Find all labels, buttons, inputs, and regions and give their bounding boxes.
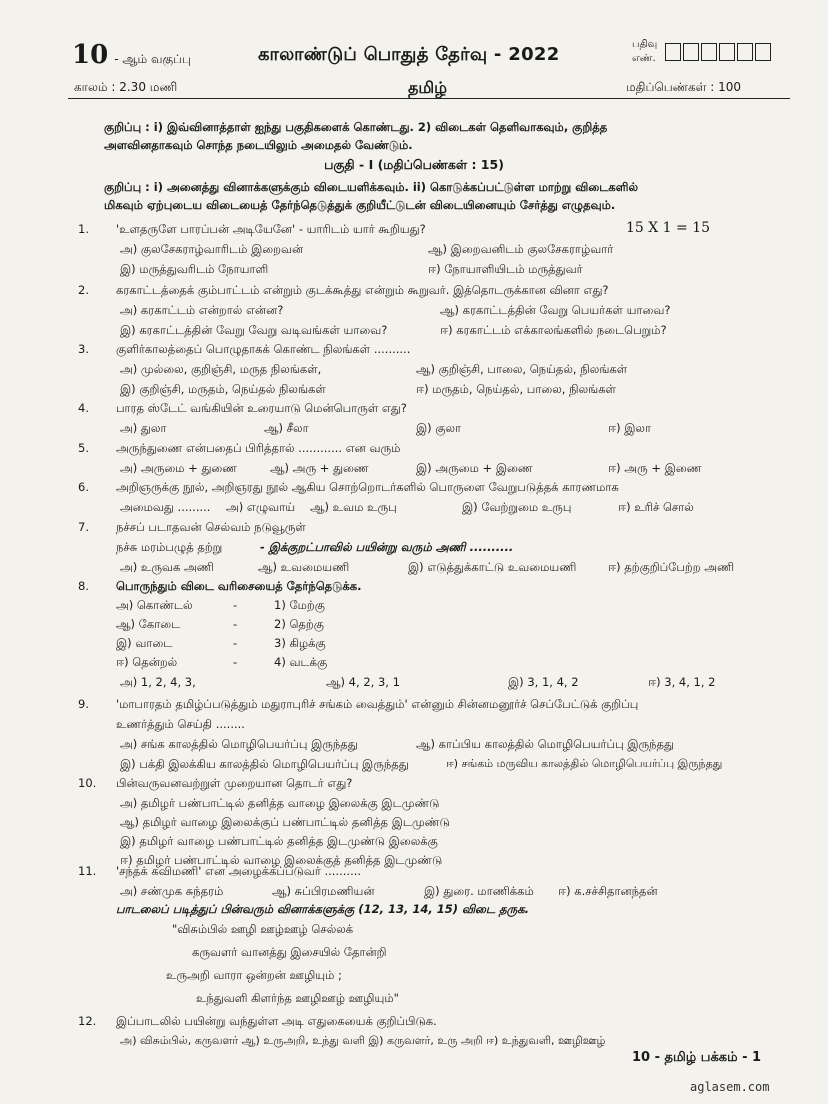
reg-label <box>632 38 657 66</box>
grade-label: - ஆம் வகுப்பு <box>114 52 191 66</box>
reg-label-2: எண். <box>632 53 656 64</box>
exam-page: 10 - ஆம் வகுப்பு காலாண்டுப் பொதுத் தேர்வு - 2022 தமிழ் காலம் : 2.30 மணி மதிப்பெண்கள் : 100 பதிவு எண். குறிப்பு : i) இவ்வினாத்தாள் ஐந்து பகுதிகளைக் கொண்டது. 2) விடைகள் தெளிவாகவும், குறித்த அளவினதாகவும் சொந்த நடையிலும் அமைதல் வேண்டும். பகுதி - I (மதிப்பெண்கள் : 15) குறிப்பு : i) அனைத்து வினாக்களுக்கும் விடையளிக்கவும். ii) கொடுக்கப்பட்டுள்ள மாற்று விடைகளில் மிகவும் ஏற்புடைய விடையைத் தேர்ந்தெடுத்துக் குறியீட்டுடன் விடையினையும் சேர்த்து எழுதவும். 15 X 1 = 15 1. 'உளதருளே பாரப்பன் அடியேனே' - யாரிடம் யார் கூறியது? அ) குலசேகராழ்வாரிடம் இறைவன் ஆ) இறைவனிடம் குலசேகராழ்வார் இ) மருத்துவரிடம் நோயாளி ஈ) நோயாளியிடம் மருத்துவர் 2. கரகாட்டத்தைக் கும்பாட்டம் என்றும் குடக்கூத்து என்றும் கூறுவர். இத்தொடருக்கான வினா எது? அ) கரகாட்டம் என்றால் என்ன? ஆ) கரகாட்டத்தின் வேறு பெயர்கள் யாவை? இ) கரகாட்டத்தின் வேறு வேறு வடிவங்கள் யாவை? ஈ) கரகாட்டம் எக்காலங்களில் நடைபெறும்? 3. குளிர்காலத்தைப் பொழுதாகக் கொண்ட நிலங்கள் .......... அ) முல்லை, குறிஞ்சி, மருத நிலங்கள், ஆ) குறிஞ்சி, பாலை, நெய்தல், நிலங்கள் இ) குறிஞ்சி, மருதம், நெய்தல் நிலங்கள் ஈ) மருதம், நெய்தல், பாலை, நிலங்கள் 4. பாரத ஸ்டேட் வங்கியின் உரையாடு மென்பொருள் எது? அ) துலா ஆ) சீலா இ) குலா ஈ) இலா 5. அருந்துணை என்பதைப் பிரித்தால் ............ என வரும் அ) அருமை + துணை ஆ) அரு + துணை இ) அருமை + இணை ஈ) அரு + இணை 6. அறிஞருக்கு நூல், அறிஞரது நூல் ஆகிய சொற்றொடர்களில் பொருளை வேறுபடுத்தக் காரணமாக அமைவது ......... அ) எழுவாய் ஆ) உவம உருபு இ) வேற்றுமை உருபு ஈ) உரிச் சொல் 7. நச்சப் படாதவன் செல்வம் நடுவூருள் நச்சு மரம்பழுத் தற்று - இக்குறட்பாவில் பயின்று வரும் அணி .......... அ) உருவக அணி ஆ) உவமையணி இ) எடுத்துக்காட்டு உவமையணி ஈ) தற்குறிப்பேற்ற அணி 8. பொருந்தும் விடை வரிசையைத் தேர்ந்தெடுக்க. அ) கொண்டல் - 1) மேற்கு ஆ) கோடை - 2) தெற்கு இ) வாடை - 3) கிழக்கு ஈ) தென்றல் - 4) வடக்கு அ) 1, 2, 4, 3, ஆ) 4, 2, 3, 1 இ) 3, 1, 4, 2 ஈ) 3, 4, 1, 2 9. 'மாபாரதம் தமிழ்ப்படுத்தும் மதுராபுரிச் சங்கம் வைத்தும்' என்னும் சின்னமனூர்ச் செப்பேட்டுக் குறிப்பு உணர்த்தும் செய்தி ........ அ) சங்க காலத்தில் மொழிபெயர்ப்பு இருந்தது ஆ) காப்பிய காலத்தில் மொழிபெயர்ப்பு இருந்தது இ) பக்தி இலக்கிய காலத்தில் மொழிபெயர்ப்பு இருந்தது ஈ) சங்கம் மருவிய காலத்தில் மொழிபெயர்ப்பு இருந்தது 10. பின்வருவனவற்றுள் முறையான தொடர் எது? அ) தமிழர் பண்பாட்டில் தனித்த வாழை இலைக்கு இடமுண்டு ஆ) தமிழர் வாழை இலைக்குப் பண்பாட்டில் தனித்த இடமுண்டு இ) தமிழர் வாழை பண்பாட்டில் தனித்த இடமுண்டு இலைக்கு ஈ) தமிழர் பண்பாட்டில் வாழை இலைக்குத் தனித்த இடமுண்டு 11. 'சந்தக் கவிமணி' என அழைக்கப்படுவர் .......... அ) சண்முக சுந்தரம் ஆ) சுப்பிரமணியன் இ) துரை. மாணிக்கம் ஈ) க.சச்சிதானந்தன் பாடலைப் படித்துப் பின்வரும் வினாக்களுக்கு (12, 13, 14, 15) விடை தருக. "விசும்பில் ஊழி ஊழ்ஊழ் செல்லக் கருவளர் வானத்து இசையில் தோன்றி உருஅறி வாரா ஒன்றன் ஊழியும் ; உந்துவளி கிளர்ந்த ஊழிஊழ் ஊழியும்" 12. இப்பாடலில் பயின்று வந்துள்ள அடி எதுகையைக் குறிப்பிடுக. அ) விசும்பில், கருவளர் ஆ) உருஅறி, உந்து வளி இ) கருவளர், உரு அறி ஈ) உந்துவளி, ஊழிஊழ் 10 - தமிழ் பக்கம் - 1 aglasem.com <box>0 0 828 1104</box>
reg-number-boxes <box>665 43 773 61</box>
grade-number: 10 <box>72 40 109 70</box>
exam-time: காலம் : 2.30 மணி <box>74 80 178 94</box>
passage-intro: பாடலைப் படித்துப் பின்வரும் வினாக்களுக்கு (12, 13, 14, 15) விடை தருக. <box>116 902 529 916</box>
subject: தமிழ் <box>408 78 448 97</box>
page-footer: 10 - தமிழ் பக்கம் - 1 <box>632 1050 762 1065</box>
grade <box>72 40 191 70</box>
poem-line-4: உந்துவளி கிளர்ந்த ஊழிஊழ் ஊழியும்" <box>196 991 399 1005</box>
bottom-watermark: aglasem.com <box>690 1080 770 1094</box>
reg-label-1: பதிவு <box>632 39 658 50</box>
poem-line-1: "விசும்பில் ஊழி ஊழ்ஊழ் செல்லக் <box>172 922 354 936</box>
score-note: 15 X 1 = 15 <box>626 220 711 236</box>
poem-line-3: உருஅறி வாரா ஒன்றன் ஊழியும் ; <box>166 968 342 982</box>
poem-line-2: கருவளர் வானத்து இசையில் தோன்றி <box>192 945 387 959</box>
exam-marks: மதிப்பெண்கள் : 100 <box>626 80 742 94</box>
note-2: குறிப்பு : i) அனைத்து வினாக்களுக்கும் விடையளிக்கவும். ii) கொடுக்கப்பட்டுள்ள மாற்று விடைகளில் மிகவும் ஏற்புடைய விடையைத் தேர்ந்தெடுத்துக் குறியீட்டுடன் விடையினையும் சேர்த்து எழுதவும். <box>104 180 639 212</box>
exam-title: காலாண்டுப் பொதுத் தேர்வு - 2022 <box>258 44 560 65</box>
header-rule <box>68 98 790 99</box>
part-1-title: பகுதி - I (மதிப்பெண்கள் : 15) <box>324 157 504 172</box>
note-1: குறிப்பு : i) இவ்வினாத்தாள் ஐந்து பகுதிகளைக் கொண்டது. 2) விடைகள் தெளிவாகவும், குறித்த அளவினதாகவும் சொந்த நடையிலும் அமைதல் வேண்டும். <box>104 120 608 152</box>
